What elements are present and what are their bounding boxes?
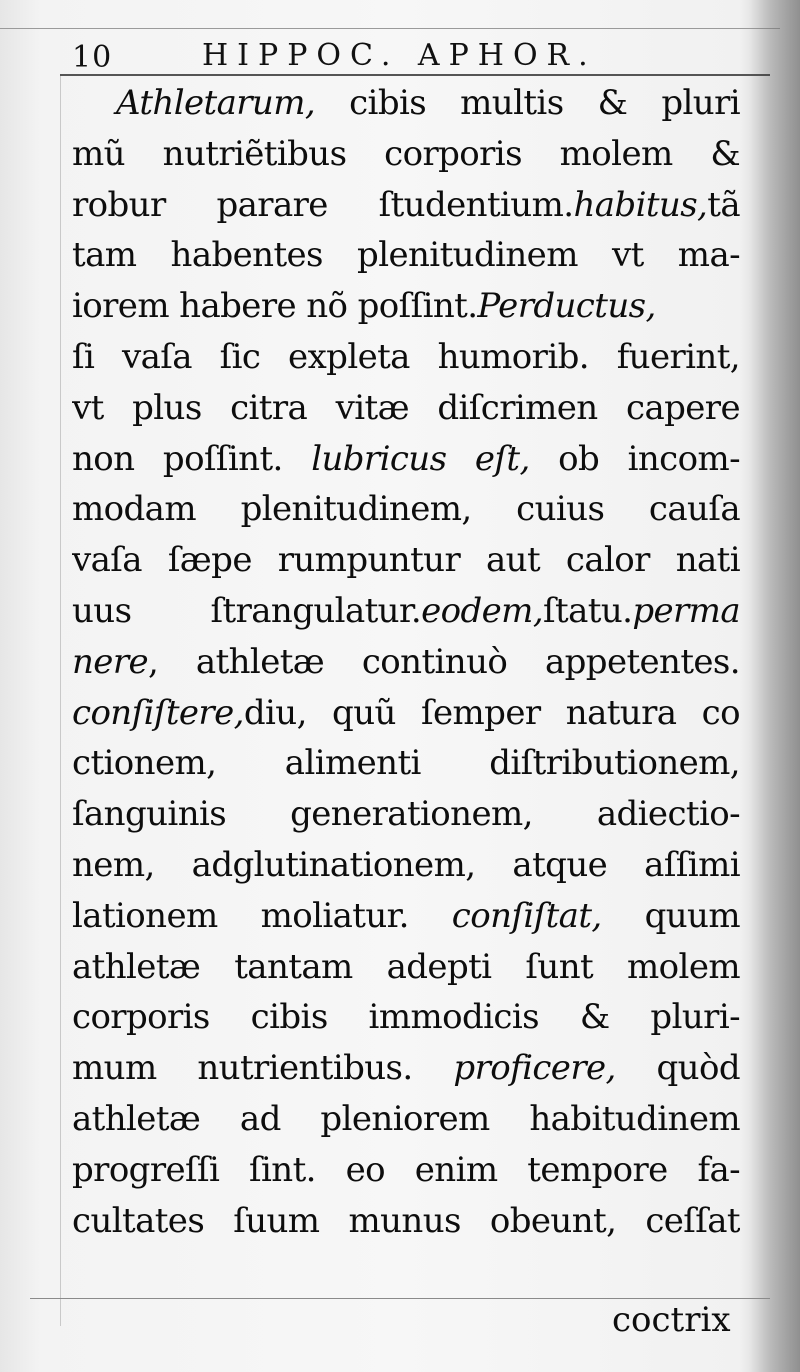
text-line xyxy=(72,891,740,942)
text-line xyxy=(72,840,740,891)
text-segment: quòd xyxy=(615,1048,740,1089)
page-header xyxy=(72,36,752,76)
text-line xyxy=(72,1196,740,1247)
text-line xyxy=(72,180,740,231)
italic-lemma: conſiſtere, xyxy=(72,692,244,733)
text-segment: progreſſi ſint. eo enim tempore fa- xyxy=(72,1149,740,1190)
text-segment: ſtatu. xyxy=(543,590,633,631)
text-segment: ſanguinis generationem, adiectio- xyxy=(72,794,740,835)
catchword: coctrix xyxy=(612,1300,731,1340)
text-segment: iorem habere nõ poſſint. xyxy=(72,286,478,327)
text-line xyxy=(72,230,740,281)
italic-lemma: conſiſtat, xyxy=(451,895,602,936)
text-segment: mum nutrientibus. xyxy=(72,1048,454,1089)
text-line xyxy=(72,738,740,789)
italic-lemma: habitus, xyxy=(573,184,708,225)
text-line xyxy=(72,789,740,840)
text-segment: quum xyxy=(601,895,740,936)
text-line xyxy=(72,129,740,180)
text-segment: ſi vaſa ſic expleta humorib. fuerint, xyxy=(72,336,740,377)
text-line xyxy=(72,942,740,993)
text-segment: modam plenitudinem, cuius cauſa xyxy=(72,489,740,530)
text-line xyxy=(72,434,740,485)
text-line xyxy=(72,535,740,586)
text-segment: vt plus citra vitæ diſcrimen capere xyxy=(72,387,740,428)
italic-lemma: Perductus, xyxy=(477,286,656,327)
text-segment: tam habentes plenitudinem vt ma- xyxy=(72,235,740,276)
body-text xyxy=(72,78,752,1246)
text-segment: nem, adglutinationem, atque aſſimi xyxy=(72,844,740,885)
text-line xyxy=(72,1094,740,1145)
text-segment: tã xyxy=(707,184,740,225)
top-rule xyxy=(0,28,780,29)
text-segment: robur parare ſtudentium. xyxy=(72,184,574,225)
folio-number: 10 xyxy=(72,40,113,75)
text-segment: cultates ſuum munus obeunt, ceſſat xyxy=(72,1200,740,1241)
text-segment: ctionem, alimenti diſtributionem, xyxy=(72,743,740,784)
italic-lemma: proficere, xyxy=(453,1048,616,1089)
bottom-rule xyxy=(30,1298,770,1299)
text-line xyxy=(72,1145,740,1196)
text-line xyxy=(72,332,740,383)
text-line xyxy=(72,281,740,332)
text-segment: lationem moliatur. xyxy=(72,895,452,936)
text-line xyxy=(72,1043,740,1094)
text-segment: athletæ tantam adepti ſunt molem xyxy=(72,946,740,987)
italic-lemma: nere xyxy=(72,641,148,682)
text-segment: , athletæ continuò appetentes. xyxy=(148,641,740,682)
text-segment: mũ nutriẽtibus corporis molem & xyxy=(72,133,740,174)
running-head: HIPPOC. APHOR. xyxy=(202,38,597,73)
text-line xyxy=(72,484,740,535)
gutter-shadow xyxy=(60,76,61,1326)
text-segment: athletæ ad pleniorem habitudinem xyxy=(72,1098,740,1139)
text-line xyxy=(72,637,740,688)
italic-lemma: Athletarum, xyxy=(116,83,316,123)
text-line xyxy=(72,586,740,637)
italic-lemma: perma xyxy=(632,590,740,631)
text-segment: non poſſint. xyxy=(72,438,312,479)
text-segment: vaſa ſæpe rumpuntur aut calor nati xyxy=(72,540,740,581)
text-line xyxy=(72,688,740,739)
text-line xyxy=(72,78,740,129)
text-segment: ob incom- xyxy=(529,438,740,479)
text-segment: cibis multis & pluri xyxy=(315,83,740,123)
text-segment: diu, quũ ſemper natura co xyxy=(243,692,740,733)
text-segment: corporis cibis immodicis & pluri- xyxy=(72,997,740,1038)
text-line xyxy=(72,992,740,1043)
text-line xyxy=(72,383,740,434)
italic-lemma: lubricus eſt, xyxy=(311,438,530,479)
page-edge-shadow xyxy=(750,0,800,1372)
italic-lemma: eodem, xyxy=(421,590,544,631)
text-segment: uus ſtrangulatur. xyxy=(72,590,422,631)
